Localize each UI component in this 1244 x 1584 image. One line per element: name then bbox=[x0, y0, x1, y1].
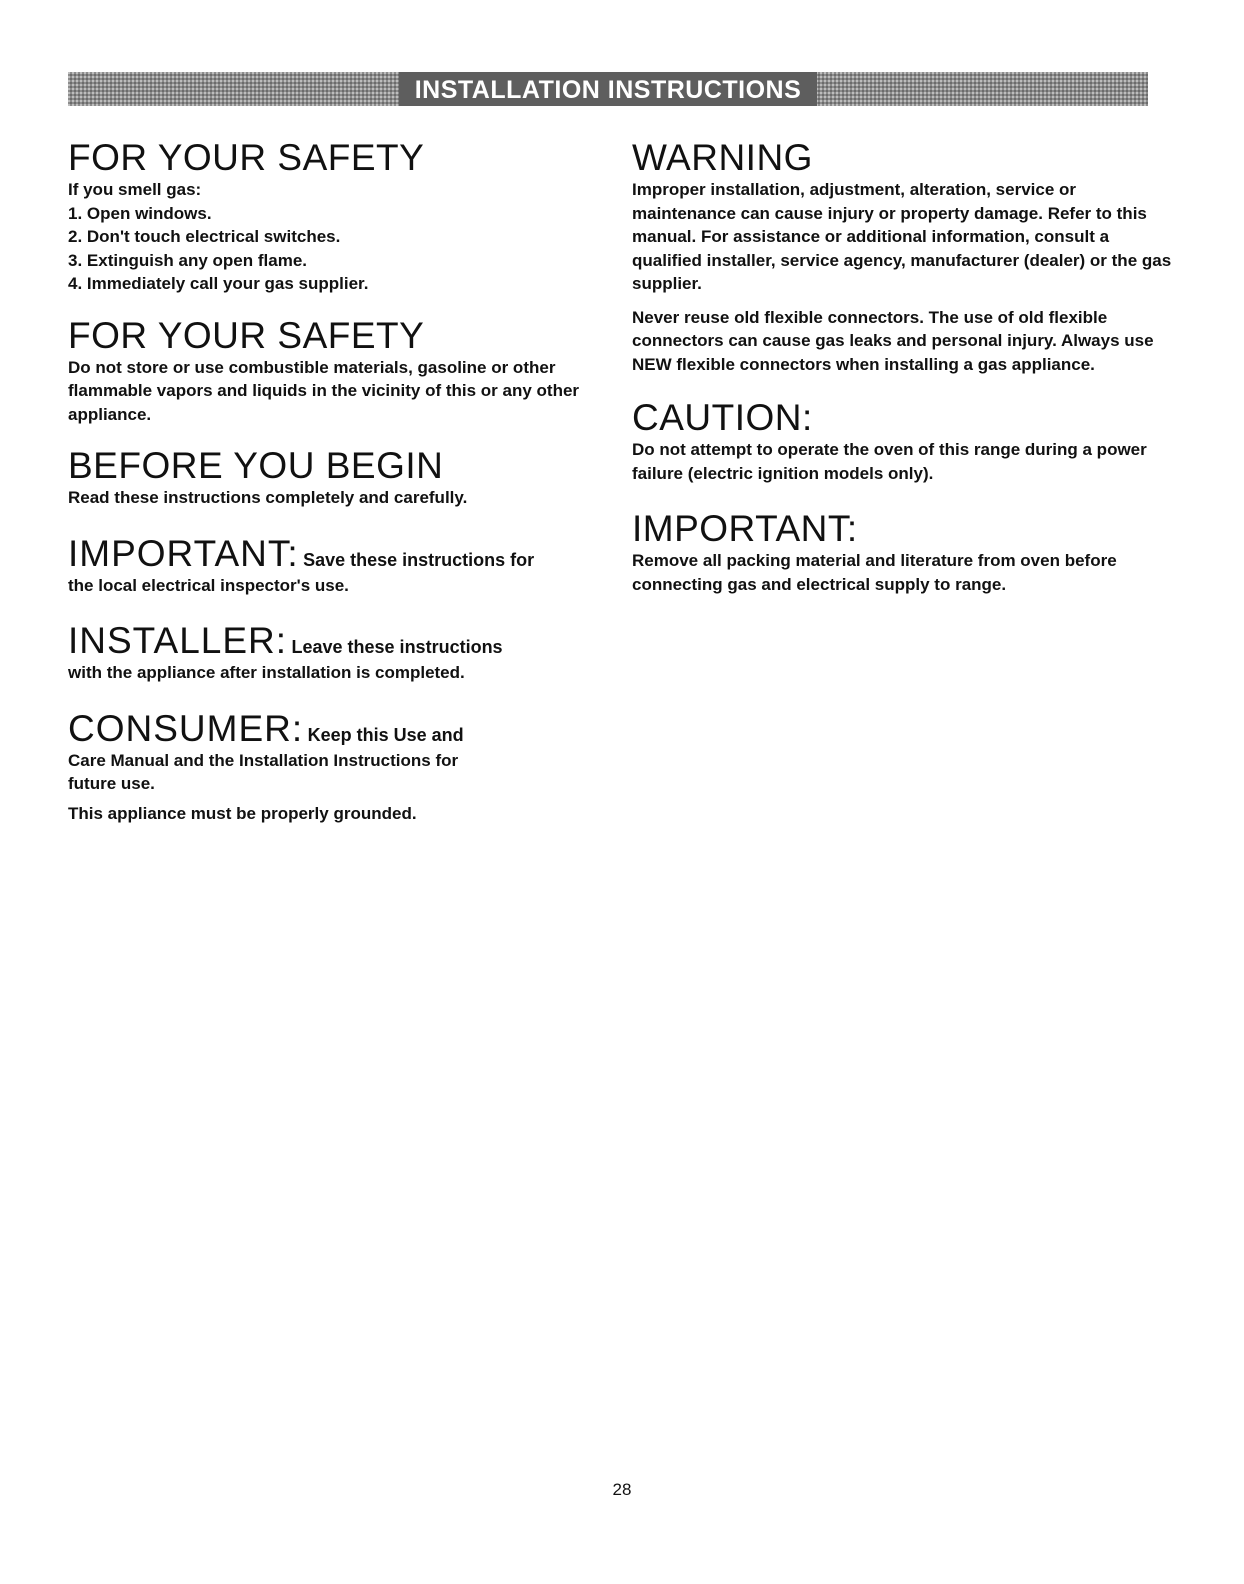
page-number: 28 bbox=[612, 1480, 632, 1499]
list-item: 4. Immediately call your gas supplier. bbox=[68, 274, 369, 293]
page-title: INSTALLATION INSTRUCTIONS bbox=[414, 75, 802, 104]
safety-storage-text: Do not store or use combustible materials, gasoline or other flammable vapors and liquids in the vicinity of this or any other appliance. bbox=[68, 357, 580, 424]
left-column bbox=[68, 138, 588, 825]
consumer-lead: Keep this Use and bbox=[307, 724, 464, 745]
grounding-note: This appliance must be properly grounded. bbox=[68, 803, 417, 823]
installer-heading-line bbox=[68, 621, 588, 661]
list-item: 1. Open windows. bbox=[68, 203, 212, 223]
safety-heading: FOR YOUR SAFETY bbox=[68, 137, 425, 178]
safety-gas-section bbox=[68, 138, 588, 296]
consumer-heading: CONSUMER: bbox=[68, 707, 304, 749]
installer-section bbox=[68, 621, 588, 685]
before-heading: BEFORE YOU BEGIN bbox=[68, 445, 444, 486]
safety-steps-list bbox=[68, 202, 588, 296]
important-inspector-section bbox=[68, 534, 588, 598]
consumer-text: Care Manual and the Installation Instructions for future use. bbox=[68, 750, 459, 793]
warning-text: Improper installation, adjustment, alteration, service or maintenance can cause injury or property damage. Refer to this manual. For assistance or additional information, consult a qualified installer, service agency, manufacturer (dealer) or the gas supplier. bbox=[632, 180, 1172, 293]
important-heading-line bbox=[68, 534, 588, 574]
list-item: 3. Extinguish any open flame. bbox=[68, 250, 307, 270]
important-lead: Save these instructions for bbox=[303, 549, 535, 570]
safety-heading: FOR YOUR SAFETY bbox=[68, 314, 425, 356]
before-you-begin-section bbox=[68, 446, 588, 510]
safety-intro: If you smell gas: bbox=[68, 180, 202, 199]
connector-warning-text: Never reuse old flexible connectors. The use of old flexible connectors can cause gas leaks and personal injury. Always use NEW flexible connectors when installing a gas appliance. bbox=[632, 307, 1154, 374]
warning-section bbox=[632, 138, 1172, 376]
important-heading: IMPORTANT: bbox=[68, 532, 299, 574]
safety-storage-section bbox=[68, 316, 588, 427]
before-text: Read these instructions completely and carefully. bbox=[68, 488, 468, 507]
caution-text: Do not attempt to operate the oven of this range during a power failure (electric ignition models only). bbox=[632, 440, 1147, 483]
header-banner bbox=[68, 72, 1148, 106]
consumer-section bbox=[68, 709, 508, 826]
right-column bbox=[632, 138, 1172, 596]
important-packing-text: Remove all packing material and literature from oven before connecting gas and electrical supply to range. bbox=[632, 551, 1117, 594]
installer-heading: INSTALLER: bbox=[68, 620, 288, 661]
installer-lead: Leave these instructions bbox=[291, 637, 503, 657]
important-packing-section bbox=[632, 509, 1172, 596]
important-text: the local electrical inspector's use. bbox=[68, 575, 349, 595]
installer-text: with the appliance after installation is completed. bbox=[68, 663, 465, 682]
caution-section bbox=[632, 398, 1172, 485]
header-banner-label-box bbox=[399, 72, 818, 106]
important-heading: IMPORTANT: bbox=[632, 508, 858, 549]
caution-heading: CAUTION: bbox=[632, 397, 813, 438]
consumer-heading-line bbox=[68, 709, 508, 749]
list-item: 2. Don't touch electrical switches. bbox=[68, 227, 341, 246]
warning-heading: WARNING bbox=[632, 137, 813, 178]
